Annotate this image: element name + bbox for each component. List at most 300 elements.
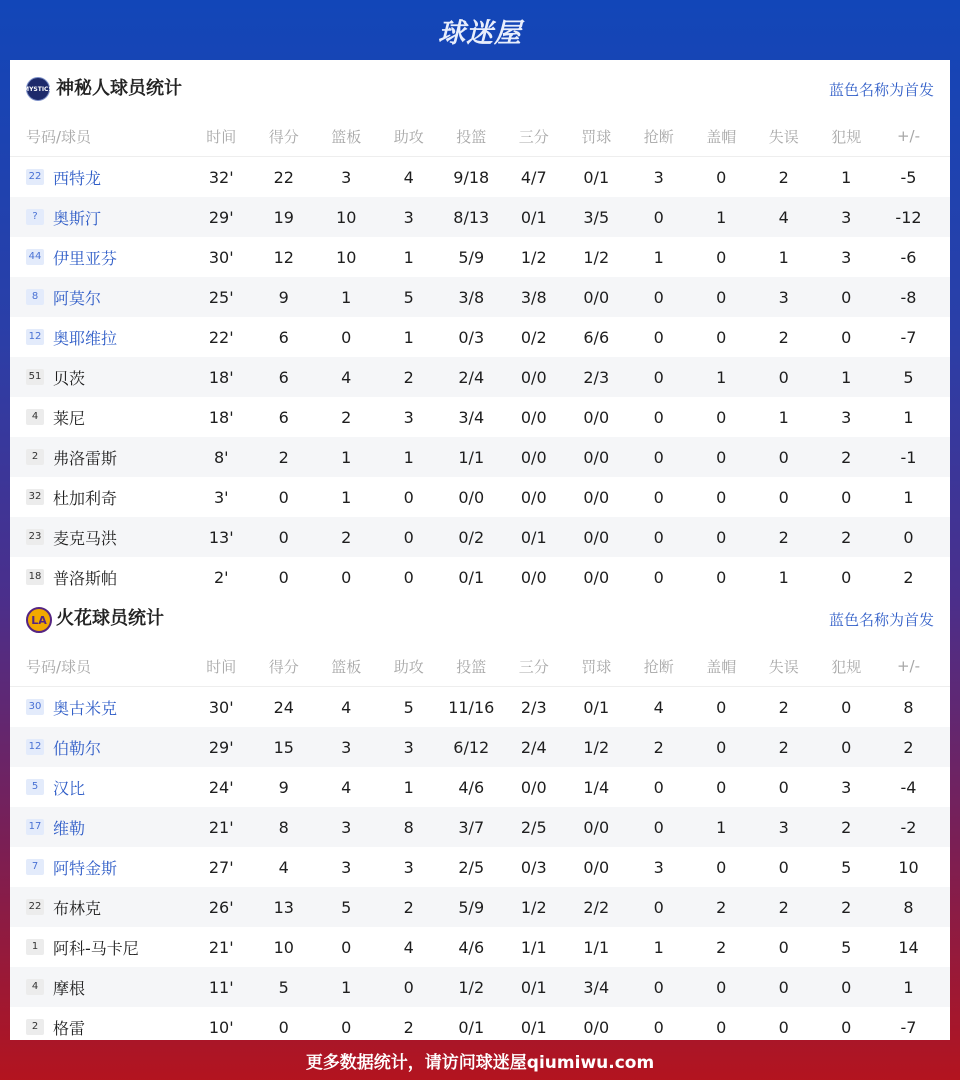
stat-cell: 2/4 [458,367,485,387]
stat-cell: 1 [403,327,414,347]
player-row [10,157,950,197]
stat-cell: 2 [841,817,852,837]
stat-cell: 0 [716,487,727,507]
stat-cell: 2 [716,937,727,957]
stat-cell: 5/9 [458,247,485,267]
stat-cell: -12 [895,207,922,227]
stat-cell: 0 [653,1017,664,1037]
player-row [10,317,950,357]
player-cell [10,976,190,999]
team-logo-text: MYSTICS [23,85,53,93]
stat-cell: 22' [208,327,234,347]
stat-cell: 0 [341,327,352,347]
column-header: 三分 [518,127,549,146]
stat-cell: 0/0 [520,447,547,467]
player-row [10,277,950,317]
stat-cell: 19 [273,207,294,227]
column-header: 时间 [206,657,237,676]
team-logo-icon [26,607,52,633]
stat-cell: 5 [903,367,914,387]
stat-cell: 2 [403,897,414,917]
player-name: 阿科-马卡尼 [53,938,139,958]
player-cell [10,936,190,959]
stats-card [10,60,950,1040]
stat-cell: 0/2 [458,527,485,547]
column-header: 得分 [268,657,299,676]
stat-cell: 0 [716,1017,727,1037]
stat-cell: 13 [273,897,294,917]
stat-cell: 3 [778,287,789,307]
column-header: 犯规 [831,127,862,146]
stat-cell: 4/6 [458,937,485,957]
stat-cell: 5 [841,857,852,877]
stat-cell: 0 [653,327,664,347]
player-name: 麦克马洪 [53,528,118,548]
column-header: 得分 [268,127,299,146]
stat-cell: 8' [213,447,229,467]
column-header: 失误 [768,657,799,676]
player-name[interactable]: 奥耶维拉 [53,328,118,348]
starter-legend-note: 蓝色名称为首发 [828,81,934,99]
stat-cell: 0 [716,737,727,757]
player-row [10,197,950,237]
stat-cell: 4 [653,697,664,717]
stat-cell: 0 [653,567,664,587]
stat-cell: 24' [208,777,234,797]
stat-cell: 0/3 [458,327,485,347]
player-cell [10,486,190,509]
stat-cell: 0 [653,977,664,997]
column-header: 篮板 [331,127,362,146]
stat-cell: 0 [841,567,852,587]
column-header: 号码/球员 [26,127,92,146]
stat-cell: 4 [403,167,414,187]
stat-cell: 9/18 [453,167,490,187]
player-cell [10,896,190,919]
stat-cell: 1 [716,817,727,837]
jersey-number-badge: 1 [26,939,44,955]
stat-cell: 1/1 [458,447,485,467]
jersey-number-badge: 7 [26,859,44,875]
stat-cell: 2 [841,447,852,467]
stat-cell: 1/1 [520,937,547,957]
stat-cell: 1 [841,167,852,187]
jersey-number-badge: 12 [26,329,44,345]
stat-cell: 22 [273,167,294,187]
section-header [10,590,950,646]
footer-link[interactable]: 更多数据统计，请访问球迷屋qiumiwu.com [305,1052,655,1073]
stat-cell: 0/0 [520,487,547,507]
stat-cell: 2 [341,407,352,427]
stat-cell: 1/2 [520,897,547,917]
stat-cell: 3 [403,857,414,877]
player-name: 弗洛雷斯 [53,448,118,468]
player-name: 摩根 [53,978,86,998]
stat-cell: 2/4 [520,737,547,757]
stat-cell: 3 [341,817,352,837]
stat-cell: 3 [841,207,852,227]
column-header: +/- [896,127,921,145]
stat-cell: 2/5 [458,857,485,877]
stat-cell: 0 [653,287,664,307]
player-name: 格雷 [53,1018,86,1038]
stat-cell: 0/1 [458,567,485,587]
stat-cell: 0 [903,527,914,547]
stat-cell: 0/0 [520,407,547,427]
player-row [10,477,950,517]
player-cell [10,206,190,229]
stat-cell: -7 [900,327,917,347]
stat-cell: 3 [341,167,352,187]
stat-cell: 0 [403,487,414,507]
jersey-number-badge: 22 [26,899,44,915]
stat-cell: 0 [716,447,727,467]
stat-cell: 2 [278,447,289,467]
player-name: 布林克 [53,898,102,918]
starter-legend-note: 蓝色名称为首发 [828,611,934,629]
stat-cell: 4 [778,207,789,227]
stat-cell: 0/3 [520,857,547,877]
stat-cell: 4 [341,777,352,797]
stat-cell: 0 [778,1017,789,1037]
player-name[interactable]: 维勒 [53,818,86,838]
stat-cell: 10 [336,247,357,267]
stat-cell: 0 [778,487,789,507]
stat-cell: 21' [208,937,234,957]
stat-cell: 13' [208,527,234,547]
stat-cell: 3/7 [458,817,485,837]
stat-cell: 4 [278,857,289,877]
player-cell [10,286,190,309]
stat-cell: 0 [341,1017,352,1037]
stat-cell: 0 [653,817,664,837]
stat-cell: 0/0 [583,527,610,547]
stat-cell: 26' [208,897,234,917]
team-logo-text: LA [31,613,47,627]
column-header: 罚球 [581,657,612,676]
stat-cell: 3 [841,777,852,797]
jersey-number-badge: 8 [26,289,44,305]
player-row [10,727,950,767]
stat-cell: 0 [341,937,352,957]
player-cell [10,696,190,719]
stat-cell: 0 [778,857,789,877]
stat-cell: 2 [778,527,789,547]
stat-cell: 8 [903,697,914,717]
stat-cell: 12 [273,247,294,267]
stat-cell: 0 [653,897,664,917]
stat-cell: 29' [208,207,234,227]
stat-cell: 1/4 [583,777,610,797]
stat-cell: 0/0 [520,367,547,387]
stat-cell: 0/1 [583,697,610,717]
stat-cell: 2 [341,527,352,547]
jersey-number-badge: 32 [26,489,44,505]
stat-cell: 0 [778,447,789,467]
stat-cell: 1 [653,937,664,957]
column-header: 助攻 [393,657,424,676]
stat-cell: 10 [336,207,357,227]
stat-cell: 1 [903,487,914,507]
column-header-row [10,116,950,157]
stat-cell: 1 [403,777,414,797]
stat-cell: 3 [653,857,664,877]
stat-cell: 1 [341,287,352,307]
stat-cell: 0/0 [583,857,610,877]
stat-cell: 3 [341,857,352,877]
column-header: 罚球 [581,127,612,146]
stat-cell: 1 [778,247,789,267]
jersey-number-badge: 30 [26,699,44,715]
stat-cell: 1 [403,447,414,467]
player-name: 贝茨 [53,368,86,388]
stat-cell: 21' [208,817,234,837]
stat-cell: 1 [778,567,789,587]
stat-cell: 0 [653,777,664,797]
stat-cell: 6/6 [583,327,610,347]
stat-cell: 0 [841,977,852,997]
stat-cell: -8 [900,287,917,307]
stat-cell: 0 [716,697,727,717]
stat-cell: 0 [278,487,289,507]
player-name[interactable]: 伊里亚芬 [53,248,118,268]
column-header: 投篮 [456,657,487,676]
stat-cell: 0 [778,977,789,997]
stat-cell: 1 [716,367,727,387]
stat-cell: 1/2 [583,737,610,757]
stat-cell: 3' [213,487,229,507]
column-header: 盖帽 [706,127,737,146]
player-row [10,807,950,847]
stat-cell: 2 [841,527,852,547]
player-cell [10,816,190,839]
stat-cell: 9 [278,777,289,797]
jersey-number-badge: 22 [26,169,44,185]
section-title: 神秘人球员统计 [56,78,182,99]
stat-cell: 0/0 [583,567,610,587]
stat-cell: -6 [900,247,917,267]
stat-cell: 2/2 [583,897,610,917]
stat-cell: 24 [273,697,294,717]
stat-cell: 0 [716,777,727,797]
stat-cell: 0 [716,527,727,547]
stat-cell: 29' [208,737,234,757]
jersey-number-badge: 23 [26,529,44,545]
column-header: 犯规 [831,657,862,676]
stat-cell: 2/3 [520,697,547,717]
stat-cell: 0 [716,977,727,997]
stat-cell: 0 [653,407,664,427]
stat-cell: 0 [278,1017,289,1037]
stat-cell: 0 [778,777,789,797]
player-name[interactable]: 阿莫尔 [53,288,102,308]
stat-cell: 0 [716,327,727,347]
stat-cell: 0 [841,487,852,507]
stat-cell: 0 [716,567,727,587]
stat-cell: 2 [903,737,914,757]
stat-cell: 8/13 [453,207,490,227]
column-header: 投篮 [456,127,487,146]
stat-cell: 1 [653,247,664,267]
stat-cell: 0/2 [520,327,547,347]
stat-cell: 4/6 [458,777,485,797]
stat-cell: 0 [653,447,664,467]
stat-cell: 0/1 [520,527,547,547]
stat-cell: 2 [778,327,789,347]
column-header-row [10,646,950,687]
jersey-number-badge: 4 [26,409,44,425]
stat-cell: 3 [403,207,414,227]
stat-cell: 3/4 [458,407,485,427]
player-cell [10,776,190,799]
player-row [10,927,950,967]
player-name[interactable]: 伯勒尔 [53,738,102,758]
stat-cell: 6 [278,367,289,387]
stat-cell: 2 [778,737,789,757]
stat-cell: 2 [778,167,789,187]
jersey-number-badge: 12 [26,739,44,755]
stat-cell: 0 [278,527,289,547]
stat-cell: 0/0 [583,407,610,427]
stat-cell: 3 [778,817,789,837]
stat-cell: 1/2 [458,977,485,997]
jersey-number-badge: 18 [26,569,44,585]
stat-cell: 9 [278,287,289,307]
column-header: 时间 [206,127,237,146]
column-header: 三分 [518,657,549,676]
stat-cell: 30' [208,247,234,267]
stat-cell: 2 [403,367,414,387]
stat-cell: 1 [841,367,852,387]
player-name[interactable]: 奥古米克 [53,698,118,718]
stat-cell: 18' [208,367,234,387]
stat-cell: 1/2 [520,247,547,267]
player-name[interactable]: 西特龙 [53,168,102,188]
stat-cell: 1 [403,247,414,267]
stat-cell: 0 [403,977,414,997]
jersey-number-badge: 44 [26,249,44,265]
player-cell [10,856,190,879]
stat-cell: 3 [403,407,414,427]
stat-cell: 15 [273,737,294,757]
stat-cell: 2 [778,697,789,717]
stat-cell: 0/1 [520,1017,547,1037]
stat-cell: 1 [341,977,352,997]
stat-cell: 0 [653,487,664,507]
stat-cell: 0 [778,937,789,957]
stat-cell: 6 [278,407,289,427]
stat-cell: 4 [341,367,352,387]
stat-cell: 30' [208,697,234,717]
player-row [10,687,950,727]
jersey-number-badge: 51 [26,369,44,385]
stat-cell: 14 [898,937,919,957]
player-row [10,887,950,927]
section-header [10,60,950,116]
jersey-number-badge: 2 [26,449,44,465]
stat-cell: 0/0 [520,777,547,797]
stat-cell: 0/1 [520,207,547,227]
stat-cell: 27' [208,857,234,877]
stat-cell: 5/9 [458,897,485,917]
stat-cell: 2 [778,897,789,917]
stat-cell: 5 [403,287,414,307]
stat-cell: 8 [278,817,289,837]
player-cell [10,166,190,189]
stat-cell: 2/5 [520,817,547,837]
stat-cell: 3 [841,407,852,427]
player-row [10,437,950,477]
player-cell [10,326,190,349]
stat-cell: 0 [716,857,727,877]
stat-cell: 0/0 [583,1017,610,1037]
player-row [10,397,950,437]
stat-cell: 11/16 [448,697,495,717]
player-name[interactable]: 奥斯汀 [53,208,102,228]
stat-cell: 0 [341,567,352,587]
stat-cell: 0 [653,367,664,387]
stat-cell: 0 [778,367,789,387]
stat-cell: 1 [903,407,914,427]
stat-cell: 0/1 [458,1017,485,1037]
player-row [10,847,950,887]
stat-cell: -7 [900,1017,917,1037]
stat-cell: 0/0 [583,487,610,507]
stat-cell: 6 [278,327,289,347]
stat-cell: 1 [716,207,727,227]
stat-cell: 3 [341,737,352,757]
stat-cell: 0/0 [583,287,610,307]
player-row [10,967,950,1007]
player-cell [10,366,190,389]
stat-cell: 2 [716,897,727,917]
stat-cell: 0/1 [520,977,547,997]
player-name: 普洛斯帕 [53,568,118,588]
stat-cell: 1 [341,447,352,467]
player-name: 杜加利奇 [53,488,118,508]
stat-cell: 1 [903,977,914,997]
stat-cell: 2 [403,1017,414,1037]
stat-cell: 3/5 [583,207,610,227]
stat-cell: 8 [403,817,414,837]
stat-cell: 2/3 [583,367,610,387]
player-name: 莱尼 [53,408,86,428]
stat-cell: 0/0 [458,487,485,507]
stat-cell: 10 [273,937,294,957]
team-logo-icon [23,77,53,101]
stat-cell: -5 [900,167,917,187]
player-row [10,517,950,557]
stat-cell: 0 [841,287,852,307]
player-cell [10,526,190,549]
player-name[interactable]: 阿特金斯 [53,858,118,878]
section-title: 火花球员统计 [56,608,164,629]
stat-cell: 18' [208,407,234,427]
stat-cell: 1/1 [583,937,610,957]
stat-cell: 0 [278,567,289,587]
stat-cell: 4 [403,937,414,957]
player-cell [10,406,190,429]
stat-cell: 3/8 [520,287,547,307]
stat-cell: 10' [208,1017,234,1037]
player-row [10,767,950,807]
stat-cell: -4 [900,777,917,797]
stat-cell: 2 [903,567,914,587]
player-name[interactable]: 汉比 [53,778,86,798]
stat-cell: 0 [653,527,664,547]
jersey-number-badge: 4 [26,979,44,995]
stat-cell: 4/7 [520,167,547,187]
